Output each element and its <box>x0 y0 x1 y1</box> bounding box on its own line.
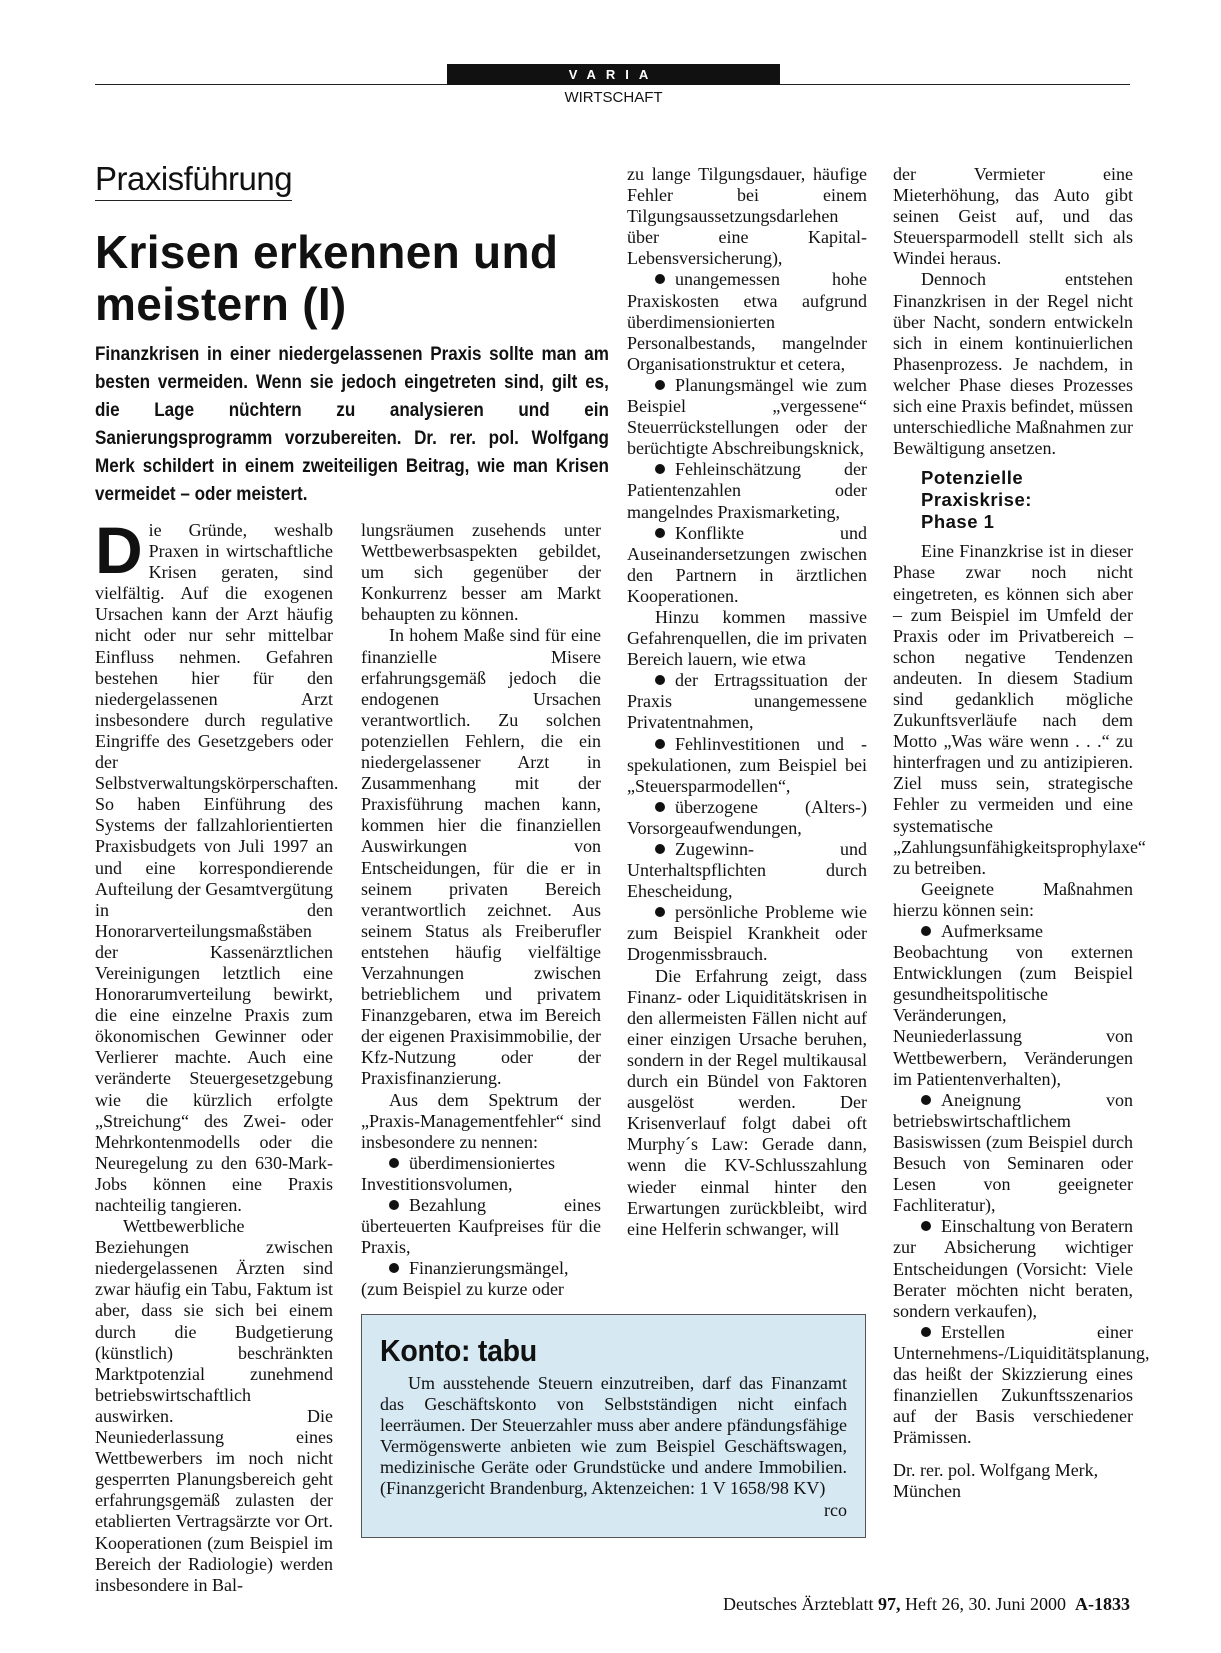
page-footer <box>600 1594 1130 1615</box>
bullet-icon <box>655 380 665 390</box>
paragraph: Die Gründe, weshalb Praxen in wirtschaftliche Krisen geraten, sind vielfältig. Auf die exogenen Ursachen kann der Arzt häufig nicht oder nur sehr mittelbar Einfluss nehmen. Gefahren bestehen hier für den niedergelassenen Arzt insbesondere durch regulative Eingriffe des Gesetzgebers oder der Selbstverwaltungskörperschaften. So haben Einführung des Systems der fallzahlorientierten Praxisbudgets von Juli 1997 an und eine korrespondierende Aufteilung der Gesamtvergütung in den Honorarverteilungsmaßstäben der Kassenärztlichen Vereinigungen letztlich eine Honorarumverteilung bewirkt, die eine einzelne Praxis zum ökonomischen Gewinner oder Verlierer machte. Auch eine veränderte Steuergesetzgebung wie die kürzlich erfolgte „Streichung“ des Zwei- oder Mehrkontenmodells oder die Neuregelung zu den 630-Mark-Jobs können eine Praxis nachteilig tangieren. <box>95 513 339 1215</box>
list-item: überzogene (Alters-) Vorsorgeaufwendungen, <box>627 796 867 838</box>
bullet-icon <box>655 802 665 812</box>
bullet-icon <box>655 907 665 917</box>
article-headline: Krisen erkennen und meistern (I) <box>95 226 559 330</box>
bullet-icon <box>655 464 665 474</box>
list-item: unangemessen hohe Praxiskosten etwa aufgrund überdimensionierten Personalbestands, mangelnder Organisationstruktur et cetera, <box>627 269 867 374</box>
paragraph: In hohem Maße sind für eine finanzielle Misere erfahrungsgemäß jedoch die endogenen Ursachen verantwortlich. Zu solchen potenziellen Fehlern, die ein niedergelassener Arzt in Zusammenhang mit der Praxisführung machen kann, kommen hier die finanziellen Auswirkungen von Entscheidungen, für die er in seinem privaten Bereich verantwortlich zeichnet. Aus seinem Status als Freiberufler entstehen häufig vielfältige Verzahnungen zwischen betrieblichem und privatem Finanzgebaren, etwa im Bereich der eigenen Praxisimmobilie, der Kfz-Nutzung oder der Praxisfinanzierung. <box>361 625 601 1089</box>
list-item: Erstellen einer Unternehmens-/Liquiditätsplanung, das heißt der Skizzierung eines finanziellen Zukunftsszenarios auf der Basis verschiedener Prämissen. <box>893 1321 1150 1448</box>
bullet-icon <box>655 528 665 538</box>
section-label: VARIA <box>447 64 780 85</box>
bullet-icon <box>655 844 665 854</box>
paragraph: Dennoch entstehen Finanzkrisen in der Regel nicht über Nacht, sondern entwickeln sich in einem kontinuierlichen Phasenprozess. Je nachdem, in welcher Phase dieses Prozesses sich eine Praxis befindet, müssen unterschiedliche Maßnahmen zur Bewältigung ansetzen. <box>893 269 1133 459</box>
list-item: Bezahlung eines überteuerten Kaufpreises für die Praxis, <box>361 1195 601 1258</box>
bullet-icon <box>655 739 665 749</box>
bullet-icon <box>389 1263 399 1273</box>
article-kicker: Praxisführung <box>95 160 292 201</box>
list-item: Aneignung von betriebswirtschaftlichem Basiswissen (zum Beispiel durch Besuch von Seminaren oder Lesen von geeigneter Fachliteratur), <box>893 1089 1133 1216</box>
list-item: Planungsmängel wie zum Beispiel „vergessene“ Steuerrückstellungen oder der berüchtigte Abschreibungsknick, <box>627 374 867 459</box>
list-item: überdimensioniertes Investitionsvolumen, <box>361 1152 555 1194</box>
info-box-body: Um ausstehende Steuern einzutreiben, darf das Finanzamt das Geschäftskonto von Selbstständigen nicht einfach leerräumen. Der Steuerzahler muss aber andere pfändungsfähige Vermögenswerte anbieten wie zum Beispiel Geschäftswagen, medizinische Geräte oder Grundstücke und andere Immobilien. (Finanzgericht Brandenburg, Aktenzeichen: 1 V 1658/98 KV) rco <box>380 1373 847 1520</box>
list-item: Einschaltung von Beratern zur Absicherung wichtiger Entscheidungen (Vorsicht: Viele Berater möchten nicht beraten, sondern verkaufen), <box>893 1216 1133 1321</box>
paragraph: Geeignete Maßnahmen hierzu können sein: <box>893 878 1133 920</box>
article-lead: Finanzkrisen in einer niedergelassenen Praxis sollte man am besten vermeiden. Wenn sie jedoch eingetreten sind, gilt es, die Lage nüchtern zu analysieren und ein Sanierungsprogramm vorzubereiten. Dr. rer. pol. Wolfgang Merk schildert in einem zweiteiligen Beitrag, wie man Krisen vermeidet – oder meistert. <box>95 343 609 505</box>
page-number: A-1833 <box>1075 1594 1130 1614</box>
paragraph: zu lange Tilgungsdauer, häufige Fehler bei einem Tilgungsaussetzungsdarlehen über eine Kapital-Lebensversicherung), <box>627 164 867 269</box>
paragraph: Wettbewerbliche Beziehungen zwischen niedergelassenen Ärzten sind zwar häufig ein Tabu, Faktum ist aber, dass sie sich bei einem durch die Budgetierung (künstlich) beschränkten Marktpotenzial zunehmend betriebswirtschaftlich auswirken. Die Neuniederlassung eines Wettbewerbers im noch nicht gesperrten Planungsbereich geht erfahrungsgemäß zulasten der etablierten Vertragsärzte vor Ort. Kooperationen (zum Beispiel im Bereich der Radiologie) werden insbesondere in Bal- <box>95 1216 333 1595</box>
bullet-icon <box>389 1200 399 1210</box>
paragraph: lungsräumen zusehends unter Wettbewerbsaspekten gebildet, um sich gegenüber der Konkurrenz besser am Markt behaupten zu können. <box>361 520 601 625</box>
bullet-icon <box>655 675 665 685</box>
bullet-icon <box>921 926 931 936</box>
list-item: Finanzierungsmängel, (zum Beispiel zu kurze oder <box>361 1258 569 1300</box>
list-item: Zugewinn- und Unterhaltspflichten durch Ehescheidung, <box>627 839 867 902</box>
bullet-icon <box>389 1158 399 1168</box>
paragraph: Die Erfahrung zeigt, dass Finanz- oder Liquiditätskrisen in den allermeisten Fällen nicht auf einer einzigen Ursache beruhen, sondern in der Regel multikausal durch ein Bündel von Faktoren ausgelöst werden. Der Krisenverlauf folgt dabei oft Murphy´s Law: Gerade dann, wenn die KV-Schlusszahlung wieder einmal hinter den Erwartungen zurückbleibt, wird eine Helferin schwanger, will <box>627 965 867 1239</box>
bullet-icon <box>655 274 665 284</box>
article-column-2 <box>361 520 601 1300</box>
paragraph: Eine Finanzkrise ist in dieser Phase zwar noch nicht eingetreten, es können sich aber – zum Beispiel im Umfeld der Praxis oder im Privatbereich – schon negative Tendenzen andeuten. In diesem Stadium sind gedanklich mögliche Zukunftsverläufe nach dem Motto „Was wäre wenn . . .“ zu hinterfragen und zu antizipieren. Ziel muss sein, strategische Fehler zu vermeiden und eine systematische „Zahlungsunfähigkeitsprophylaxe“ zu betreiben. <box>893 541 1146 878</box>
list-item: Konflikte und Auseinandersetzungen zwischen den Partnern in ärztlichen Kooperationen. <box>627 522 867 606</box>
author-city: München <box>893 1481 961 1502</box>
article-column-1 <box>95 513 339 1596</box>
section-subheading: Potenzielle Praxiskrise: Phase 1 <box>921 467 1032 533</box>
list-item: der Ertragssituation der Praxis unangemessene Privatentnahmen, <box>627 670 867 733</box>
journal-issue: Heft 26, 30. Juni 2000 <box>905 1594 1066 1614</box>
info-box-signature: rco <box>824 1499 847 1520</box>
info-box <box>361 1314 866 1538</box>
subsection-label: WIRTSCHAFT <box>564 89 663 106</box>
article-column-4 <box>893 164 1150 1503</box>
info-box-title: Konto: tabu <box>380 1333 537 1368</box>
author-name: Dr. rer. pol. Wolfgang Merk, <box>893 1460 1099 1481</box>
paragraph: Hinzu kommen massive Gefahrenquellen, die im privaten Bereich lauern, wie etwa <box>627 606 867 670</box>
bullet-icon <box>921 1095 931 1105</box>
list-item: Aufmerksame Beobachtung von externen Entwicklungen (zum Beispiel gesundheitspolitische Veränderungen, Neuniederlassung von Wettbewerbern, Veränderungen im Patientenverhalten), <box>893 921 1133 1089</box>
list-item: Fehleinschätzung der Patientenzahlen oder mangelndes Praxismarketing, <box>627 459 867 522</box>
paragraph: der Vermieter eine Mieterhöhung, das Auto gibt seinen Geist auf, und das Steuersparmodell stellt sich als Windei heraus. <box>893 164 1133 269</box>
bullet-icon <box>921 1221 931 1231</box>
list-item: Fehlinvestitionen und -spekulationen, zum Beispiel bei „Steuersparmodellen“, <box>627 733 867 796</box>
journal-volume: 97, <box>878 1594 901 1614</box>
list-item: persönliche Probleme wie zum Beispiel Krankheit oder Drogenmissbrauch. <box>627 902 867 965</box>
journal-name: Deutsches Ärzteblatt <box>723 1594 874 1614</box>
bullet-icon <box>921 1327 931 1337</box>
paragraph: Aus dem Spektrum der „Praxis-Managementfehler“ sind insbesondere zu nennen: <box>361 1089 601 1152</box>
article-column-3 <box>627 164 867 1240</box>
drop-cap: D <box>95 513 143 587</box>
